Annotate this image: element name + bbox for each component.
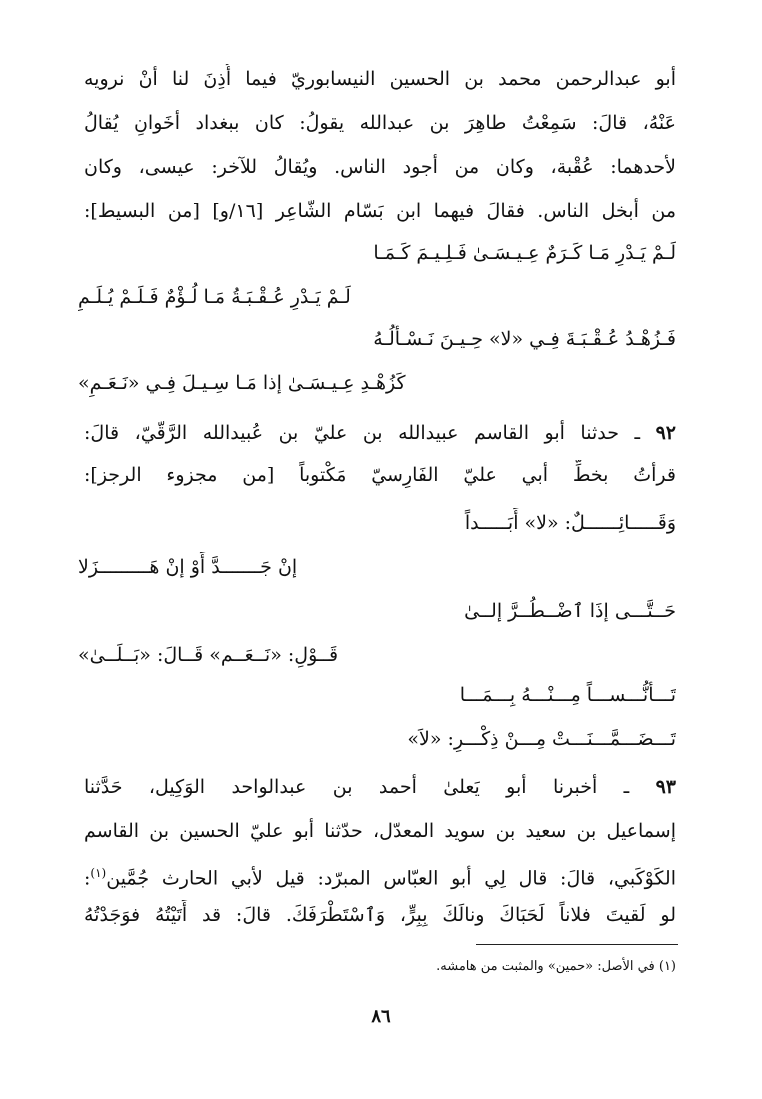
text-line-2: عَنْهُ، قالَ: سَمِعْتُ طاهِرَ بن عبدالله يقولُ: كان ببغداد أخَوانِ يُقالُ xyxy=(84,112,676,134)
entry-92-line-1: ٩٢ ـ حدثنا أبو القاسم عبيدالله بن عليّ بن عُبيدالله الرَّقّيّ، قالَ: xyxy=(84,422,676,444)
text-line-3: لأحدهما: عُقْبة، وكان من أجود الناس. ويُقالُ للآخر: عيسى، وكان xyxy=(84,156,676,178)
footnote-ref: (١) xyxy=(90,866,107,880)
poem2-verse-1: وَقَـــــائِــــــلٌ: «لا» أَبَـــــداً xyxy=(464,512,676,534)
entry-93-line-4: لو لَقيتَ فلاناً لَحَبَاكَ ونالَكَ بِبِرٍّ، وَٱسْتَطْرَفَكَ. قالَ: قد أَتَيْتُهُ فوَجَدْتُهُ xyxy=(84,904,676,926)
poem1-verse-3: فَـزُهْـدُ عُـقْـبَـةَ فِـي «لا» حِـيـنَ نَـسْـأَلُـهُ xyxy=(373,328,676,350)
entry-93-line-1: ٩٣ ـ أخبرنا أبو يَعلىٰ أحمد بن عبدالواحد الوَكِيل، حَدَّثنا xyxy=(84,776,676,798)
entry-93-line-3: الكَوْكَبي، قالَ: قال لِي أبو العبّاس المبرّد: قيل لأبي الحارث جُمَّين$^{(١)}$: xyxy=(84,866,676,890)
poem2-verse-6: تَـــضَـــمَّـــنَـــتْ مِـــنْ ذِكْـــرِ: «لاَ» xyxy=(407,728,676,750)
entry-92-line-2: قرأتُ بخطِّ أبي عليّ الفَارِسيّ مَكْتوباً [من مجزوء الرجز]: xyxy=(84,464,676,486)
text-line-1: أبو عبدالرحمن محمد بن الحسين النيسابوريّ فيما أُذِنَ لنا أنْ نرويه xyxy=(84,68,676,90)
entry-92-number: ٩٢ xyxy=(655,422,676,444)
footnote-separator xyxy=(476,944,678,945)
page-number: ٨٦ xyxy=(371,1006,391,1027)
entry-93-line-2: إسماعيل بن سعيد بن سويد المعدّل، حدّثنا أبو عليّ الحسين بن القاسم xyxy=(84,820,676,842)
poem1-verse-1: لَـمْ يَـدْرِ مَـا كَـرَمٌ عِـيـسَـىٰ فَـلِـيـمَ كَـمَـا xyxy=(373,242,676,264)
footnote: (١) في الأصل: «حمين» والمثبت من هامشه. xyxy=(436,959,676,974)
text-line-4: من أبخل الناس. فقالَ فيهما ابن بَسّام الشّاعِر [١٦/و] [من البسيط]: xyxy=(84,200,676,222)
poem1-verse-4: كَزُهْـدِ عِـيـسَـىٰ إذا مَـا سِـيـلَ فِـي «نَـعَـمِ» xyxy=(78,372,406,394)
poem2-verse-2: إنْ جَـــــــدَّ أَوْ إنْ هَـــــــــزَلا xyxy=(78,556,298,578)
poem2-verse-5: تَـــأَنُّـــســـاً مِـــنْـــهُ بِـــمَـــا xyxy=(459,684,676,706)
poem2-verse-3: حَــتَّـــى إذَا ٱضْــطُــرَّ إلــىٰ xyxy=(464,600,676,622)
entry-93-number: ٩٣ xyxy=(655,776,676,798)
poem1-verse-2: لَـمْ يَـدْرِ عُـقْـبَـةُ مَـا لُـؤْمٌ فَـلَـمْ يُـلَـمِ xyxy=(78,286,351,308)
poem2-verse-4: قَــوْلِ: «نَــعَــم» قَــالَ: «بَــلَــىٰ» xyxy=(78,644,339,666)
